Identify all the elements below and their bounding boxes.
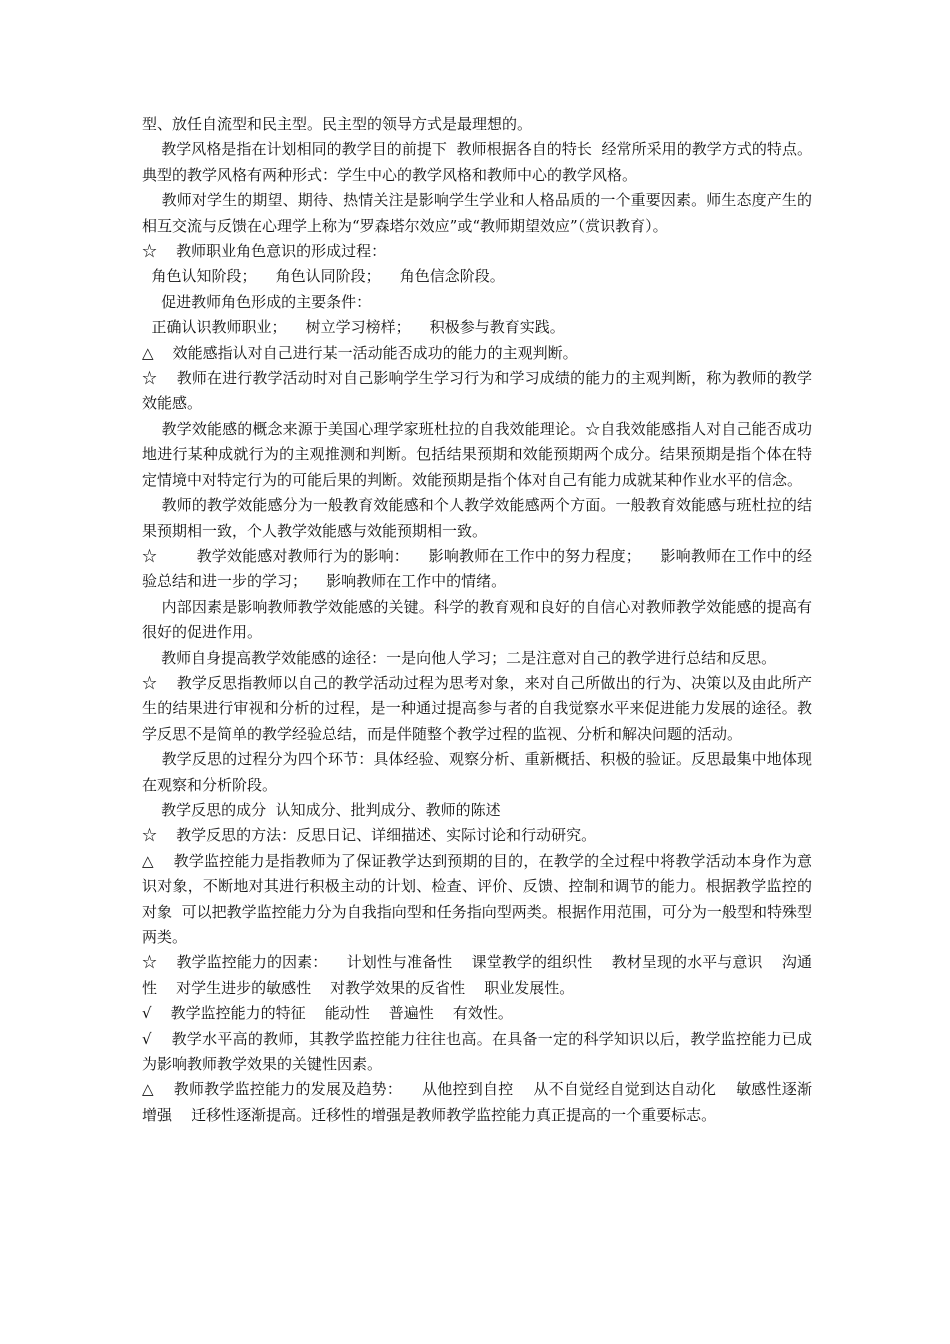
paragraph-efficacy-influence: ☆ 教学效能感对教师行为的影响： 影响教师在工作中的努力程度； 影响教师在工作中的经验总结和进一步的学习； 影响教师在工作中的情绪。 [142,546,812,591]
paragraph-monitoring-definition: △ 教学监控能力是指教师为了保证教学达到预期的目的，在教学的全过程中将教学活动本身作为意识对象，不断地对其进行积极主动的计划、检查、评价、反馈、控制和调节的能力。根据教学监控的对象 可以把教学监控能力分为自我指向型和任务指向型两类。根据作用范围，可分为一般型和特殊型两类。 [142,851,812,946]
paragraph-efficacy-improvement: 教师自身提高教学效能感的途径：一是向他人学习；二是注意对自己的教学进行总结和反思。 [142,648,777,667]
paragraph-reflection-definition: ☆ 教学反思指教师以自己的教学活动过程为思考对象，来对自己所做出的行为、决策以及由此所产生的结果进行审视和分析的过程，是一种通过提高参与者的自我觉察水平来促进能力发展的途径。教学反思不是简单的教学经验总结，而是伴随整个教学过程的监视、分析和解决问题的活动。 [142,673,812,743]
paragraph-reflection-methods: ☆ 教学反思的方法：反思日记、详细描述、实际讨论和行动研究。 [142,826,597,845]
paragraph-reflection-components: 教学反思的成分 认知成分、批判成分、教师的陈述 [142,800,501,819]
paragraph-leadership-types: 型、放任自流型和民主型。民主型的领导方式是最理想的。 [142,115,533,133]
document-page [142,112,812,1128]
paragraph-role-conditions-heading: 促进教师角色形成的主要条件： [142,292,372,311]
paragraph-role-awareness-heading: ☆ 教师职业角色意识的形成过程： [142,242,387,261]
paragraph-role-stages: 角色认知阶段； 角色认同阶段； 角色信念阶段。 [142,267,505,286]
paragraph-monitoring-features: √ 教学监控能力的特征 能动性 普遍性 有效性。 [142,1004,513,1023]
paragraph-efficacy-types: 教师的教学效能感分为一般教育效能感和个人教学效能感两个方面。一般教育效能感与班杜拉的结果预期相一致，个人教学效能感与效能预期相一致。 [142,496,812,540]
paragraph-role-conditions: 正确认识教师职业； 树立学习榜样； 积极参与教育实践。 [142,318,565,337]
paragraph-reflection-process: 教学反思的过程分为四个环节：具体经验、观察分析、重新概括、积极的验证。反思最集中地体现在观察和分析阶段。 [142,750,812,794]
paragraph-internal-factors: 内部因素是影响教师教学效能感的关键。科学的教育观和良好的自信心对教师教学效能感的提高有很好的促进作用。 [142,597,812,642]
paragraph-efficacy-definition: △ 效能感指认对自己进行某一活动能否成功的能力的主观判断。 [142,343,578,362]
paragraph-monitoring-trends: △ 教师教学监控能力的发展及趋势： 从他控到自控 从不自觉经自觉到达自动化 敏感性逐渐增强 迁移性逐渐提高。迁移性的增强是教师教学监控能力真正提高的一个重要标志。 [142,1080,812,1124]
paragraph-teaching-style: 教学风格是指在计划相同的教学目的前提下 教师根据各自的特长 经常所采用的教学方式的特点。典型的教学风格有两种形式：学生中心的教学风格和教师中心的教学风格。 [142,140,813,184]
paragraph-efficacy-origin: 教学效能感的概念来源于美国心理学家班杜拉的自我效能理论。☆自我效能感指人对自己能否成功地进行某种成就行为的主观推测和判断。包括结果预期和效能预期两个成分。结果预期是指个体在特定情境中对特定行为的可能后果的判断。效能预期是指个体对自己有能力成就某种作业水平的信念。 [142,419,812,489]
paragraph-teaching-efficacy: ☆ 教师在进行教学活动时对自己影响学生学习行为和学习成绩的能力的主观判断，称为教师的教学效能感。 [142,369,812,413]
paragraph-teacher-expectation: 教师对学生的期望、期待、热情关注是影响学生学业和人格品质的一个重要因素。师生态度产生的相互交流与反馈在心理学上称为“罗森塔尔效应”或“教师期望效应”（赏识教育）。 [142,191,812,235]
paragraph-monitoring-level: √ 教学水平高的教师，其教学监控能力往往也高。在具备一定的科学知识以后，教学监控能力已成为影响教师教学效果的关键性因素。 [142,1029,812,1074]
paragraph-monitoring-factors: ☆ 教学监控能力的因素： 计划性与准备性 课堂教学的组织性 教材呈现的水平与意识 沟通性 对学生进步的敏感性 对教学效果的反省性 职业发展性。 [142,953,812,997]
